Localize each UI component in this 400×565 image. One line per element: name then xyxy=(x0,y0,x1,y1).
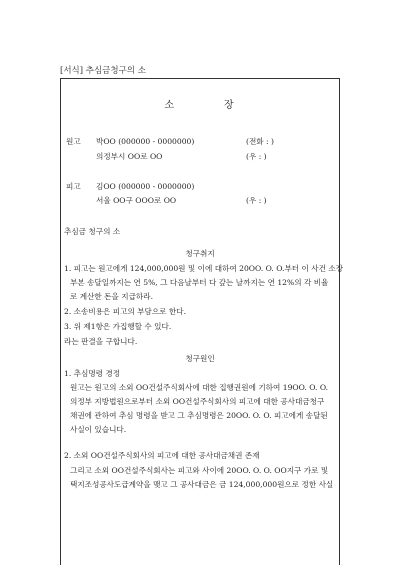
defendant-name: 김OO (000000 - 0000000) xyxy=(96,182,195,191)
claim-line: 로 계산한 돈을 지급하라. xyxy=(70,292,154,301)
cause-heading: 청구원인 xyxy=(185,354,215,363)
section2-title: 2. 소외 OO건설주식회사의 피고에 대한 공사대금채권 존재 xyxy=(64,451,260,460)
plaintiff-address: 의정부시 OO로 OO xyxy=(96,152,163,161)
claim-line: 부본 송달일까지는 연 5%, 그 다음날부터 다 갚는 날까지는 연 12%의 각 비율 xyxy=(70,278,329,287)
defendant-postal: (우 : ) xyxy=(246,196,267,205)
claim-line: 3. 위 제1항은 가집행할 수 있다. xyxy=(64,322,172,331)
plaintiff-name: 박OO (000000 - 0000000) xyxy=(96,137,195,146)
defendant-role: 피고 xyxy=(66,182,81,191)
case-name: 추심금 청구의 소 xyxy=(64,227,121,236)
claim-heading: 청구취지 xyxy=(185,249,215,258)
section1-line: 채권에 관하여 추심 명령을 받고 그 추심명령은 20OO. O. O. 피고에게 송달된 xyxy=(70,411,328,420)
section1-line: 원고는 원고의 소외 OO건설주식회사에 대한 집행권원에 기하여 19OO. O. O. xyxy=(70,383,329,392)
claim-line: 라는 판결을 구합니다. xyxy=(64,337,138,346)
claim-line: 1. 피고는 원고에게 124,000,000원 및 이에 대하여 20OO. O. O.부터 이 사건 소장 xyxy=(64,264,344,273)
title-right: 장 xyxy=(224,100,236,111)
section2-line: 택지조성공사도급계약을 맺고 그 공사대금은 금 124,000,000원으로 정한 사실 xyxy=(70,480,334,489)
section2-line: 그리고 소외 OO건설주식회사는 피고와 사이에 20OO. O. O. OO지구 가로 및 xyxy=(70,466,329,475)
plaintiff-role: 원고 xyxy=(66,137,81,146)
section1-line: 의정부 지방법원으로부터 소외 OO건설주식회사의 피고에 대한 공사대금청구 xyxy=(70,397,325,406)
defendant-address: 서울 OO구 OOO로 OO xyxy=(96,196,177,205)
section1-line: 사실이 있습니다. xyxy=(70,425,127,434)
section1-title: 1. 추심명령 경정 xyxy=(64,369,121,378)
title-left: 소 xyxy=(164,100,176,111)
claim-line: 2. 소송비용은 피고의 부담으로 한다. xyxy=(64,307,187,316)
plaintiff-phone: (전화 : ) xyxy=(246,137,274,146)
plaintiff-postal: (우 : ) xyxy=(246,152,267,161)
document-title xyxy=(60,96,340,111)
form-label: [서식] 추심금청구의 소 xyxy=(60,66,146,76)
